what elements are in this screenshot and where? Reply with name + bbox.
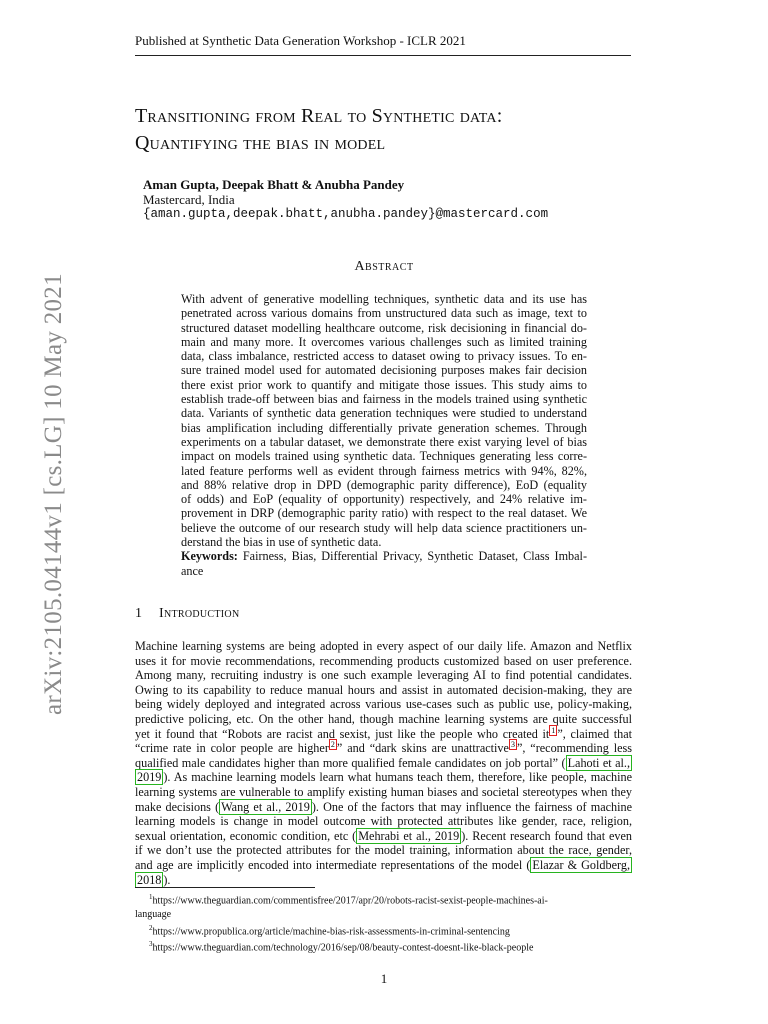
intro-line: if we don’t use the protected attributes for the model training, information about the race, gender, [135,843,632,858]
footnote-number: 1 [149,893,153,901]
footnote-url[interactable]: https://www.theguardian.com/technology/2016/sep/08/beauty-contest-doesnt-like-black-people [152,942,534,954]
footnote-url[interactable]: https://www.theguardian.com/commentisfree/2017/apr/20/robots-racist-sexist-people-machines-ai- [152,895,548,907]
abstract-line: establish trade-off between bias and fairness in the models trained using synthetic [181,392,587,407]
citation-elazar-2018-year[interactable]: 2018 [137,872,162,887]
citation-lahoti-2019[interactable]: Lahoti et al., [567,755,630,770]
abstract-line: main and many more. It overcomes various challenges such as limited training [181,334,587,349]
abstract-line: sure trained model used for automated decisioning purposes makes fair decision [181,363,587,378]
abstract-line: data. Variants of synthetic data generation techniques were studied to understand [181,406,587,421]
author-names: Aman Gupta, Deepak Bhatt & Anubha Pandey [143,177,405,192]
intro-text: ). Recent research found that even [461,828,632,843]
footnote-1 [135,891,632,922]
intro-line: being widely deployed and integrated across various use-cases such as public use, policy-making, [135,697,632,712]
intro-text: sexual orientation, economic condition, etc ( [135,828,357,843]
intro-line [135,858,632,873]
intro-line [135,800,632,815]
intro-text: make decisions ( [135,799,220,814]
intro-line [135,741,632,756]
section-title: Introduction [159,606,240,621]
citation-mehrabi-2019[interactable]: Mehrabi et al., 2019 [358,828,460,843]
footnote-divider [135,887,315,888]
footnote-ref-2[interactable]: 2 [330,740,335,750]
intro-line [135,727,632,742]
abstract-line: structured dataset modelling healthcare outcome, risk decisioning in financial do- [181,320,587,335]
intro-line: Machine learning systems are being adopted in every aspect of our daily life. Amazon and Netflix [135,639,632,653]
abstract-line: experiments on a tabular dataset, we demonstrate there exist varying level of bias [181,434,587,449]
abstract-line: derstand the bias in use of synthetic data. [181,535,382,550]
intro-text: qualified male candidates higher than more qualified female candidates on job portal” ( [135,755,566,770]
intro-text: ” and “dark skins are unattractive [336,741,509,756]
intro-text: ). One of the factors that may influence the fairness of machine [311,799,633,814]
page-number: 1 [380,971,388,986]
footnote-url-continuation[interactable]: language [135,908,172,920]
abstract-line: data, class imbalance, restricted access to dataset owing to privacy issues. To en- [181,349,587,364]
abstract-line: bias amplification including differentially private generation schemes. Through [181,420,587,435]
abstract-line: impact on models trained using synthetic data. Techniques generating less corre- [181,449,587,464]
section-heading-introduction [135,606,239,622]
keywords-text: Fairness, Bias, Differential Privacy, Synthetic Dataset, Class Imbal- [237,549,587,564]
intro-line [135,873,632,888]
intro-text: “crime rate in color people are higher [135,741,329,756]
footnotes [135,891,632,955]
intro-text: ). [163,872,171,887]
abstract-line: and 88% relative drop in DPD (demographic parity difference), EoD (equality [181,477,587,492]
keywords-line [181,549,587,563]
intro-text: ”, claimed that [557,726,632,741]
footnote-number: 2 [149,923,153,932]
footnote-url[interactable]: https://www.propublica.org/article/machine-bias-risk-assessments-in-criminal-sentencing [152,925,510,937]
footnote-number: 3 [149,940,153,949]
intro-line: Owing to its capability to reduce manual hours and assist in automated decision-making, they are [135,682,632,697]
intro-text: yet it found that “Robots are racist and sexist, just like the people who created it [135,726,550,741]
citation-wang-2019[interactable]: Wang et al., 2019 [221,799,310,814]
abstract-body [181,292,587,578]
author-block [143,178,548,222]
title-line-1: Transitioning from Real to Synthetic data: [135,105,503,127]
arxiv-identifier-stamp: arXiv:2105.04144v1 [cs.LG] 10 May 2021 [40,273,67,715]
intro-line: predictive policing, etc. On the other hand, though machine learning systems are quite successful [135,711,632,726]
abstract-line: provement in DRP (demographic parity ratio) with respect to the real dataset. We [181,506,587,521]
author-email: {aman.gupta,deepak.bhatt,anubha.pandey}@mastercard.com [143,207,549,221]
abstract-line: believe the outcome of our research study will help data science practitioners un- [181,520,587,535]
intro-text: ). As machine learning models learn what humans teach them, therefore, like people, machine [163,770,632,785]
running-header: Published at Synthetic Data Generation Workshop - ICLR 2021 [135,33,631,56]
abstract-line: there exist prior work to quantify and mitigate those issues. This study aims to [181,377,587,392]
keywords-label: Keywords: [181,549,238,564]
intro-line: learning systems are vulnerable to amplify existing human biases and societal stereotypes when they [135,784,632,799]
abstract-line: penetrated across various domains from unstructured data such as image, text to [181,306,587,321]
introduction-body [135,639,632,887]
intro-line: Among many, recruiting industry is one such example leveraging AI to find potential candidates. [135,668,632,683]
abstract-heading: Abstract [354,259,414,274]
paper-title [135,103,655,157]
intro-line: learning models is change in model outcome with protected attributes like gender, race, religion, [135,814,632,829]
keywords-continuation: ance [181,563,204,578]
citation-elazar-2018[interactable]: Elazar & Goldberg, [532,857,630,872]
intro-text: and age are implicitly encoded into intermediate representations of the model ( [135,857,531,872]
citation-lahoti-2019-year[interactable]: 2019 [137,770,162,785]
footnote-ref-1[interactable]: 1 [551,725,556,735]
author-affiliation: Mastercard, India [143,191,235,207]
abstract-line: of odds) and EoP (equality of opportunity) respectively, and 24% relative im- [181,492,587,507]
footnote-3 [135,938,632,955]
intro-line: uses it for movie recommendations, recommending products customized based on user preference. [135,653,632,668]
section-number: 1 [135,606,142,621]
intro-line [135,829,632,844]
abstract-line: With advent of generative modelling techniques, synthetic data and its use has [181,292,587,306]
title-line-2: Quantifying the bias in model [135,132,386,154]
footnote-ref-3[interactable]: 3 [510,740,515,750]
intro-text: ”, “recommending less [516,741,632,756]
intro-line [135,756,632,771]
footnote-2 [135,922,632,939]
abstract-line: lated feature performs well as evident through fairness metrics with 94%, 82%, [181,463,587,478]
intro-line [135,770,632,785]
